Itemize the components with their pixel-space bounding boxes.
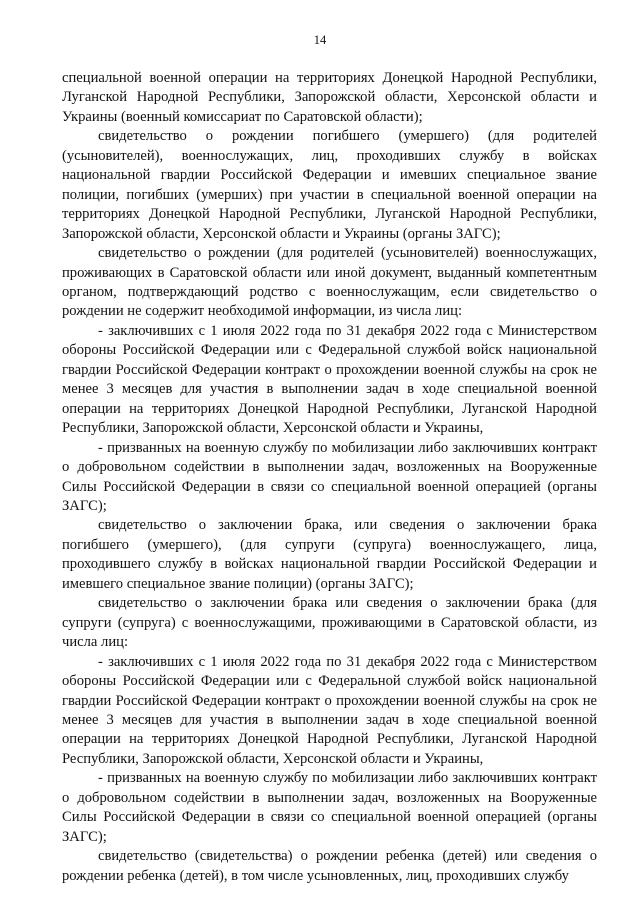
page-number: 14 [313,33,327,47]
paragraph-child-birth-certificate: свидетельство (свидетельства) о рождении ребенка (детей) или сведения о рождении ребенка (детей), в том числе усыновленных, лиц, проходивших службу [62,848,597,884]
paragraph-marriage-certificate-deceased: свидетельство о заключении брака, или сведения о заключении брака погибшего (умершего), (для супруги (супруга) военнослужащего, лица, проходившего службу в войсках национальной гвардии Российской Федерации и имевшего специальное звание полиции) (органы ЗАГС); [62,517,597,592]
list-item-contract-2: - заключивших с 1 июля 2022 года по 31 декабря 2022 года с Министерством обороны Российской Федерации или с Федеральной службой войск национальной гвардии Российской Федерации контракт о прохождении военной службы на срок не менее 3 месяцев для участия в выполнении задач в ходе специальной военной операции на территориях Донецкой Народной Республики, Луганской Народной Республики, Запорожской области, Херсонской области и Украины, [62,653,597,767]
paragraph-birth-certificate-deceased: свидетельство о рождении погибшего (умершего) (для родителей (усыновителей), военнослужащих, лиц, проходивших службу в войсках национальной гвардии Российской Федерации и имевших специальное звание полиции, погибших (умерших) при участии в специальной военной операции на территориях Донецкой Народной Республики, Луганской Народной Республики, Запорожской области, Херсонской области и Украины (органы ЗАГС); [62,128,597,242]
list-item-contract: - заключивших с 1 июля 2022 года по 31 декабря 2022 года с Министерством обороны Российской Федерации или с Федеральной службой войск национальной гвардии Российской Федерации контракт о прохождении военной службы на срок не менее 3 месяцев для участия в выполнении задач в ходе специальной военной операции на территориях Донецкой Народной Республики, Луганской Народной Республики, Запорожской области, Херсонской области и Украины, [62,322,597,437]
list-item-mobilized-2: - призванных на военную службу по мобилизации либо заключивших контракт о добровольном содействии в выполнении задач, возложенных на Вооруженные Силы Российской Федерации в связи со специальной военной операцией (органы ЗАГС); [62,770,597,845]
paragraph-marriage-certificate-spouse: свидетельство о заключении брака или сведения о заключении брака (для супруги (супруга) с военнослужащими, проживающими в Саратовской области, из числа лиц: [62,595,597,651]
paragraph-birth-certificate-parents: свидетельство о рождении (для родителей (усыновителей) военнослужащих, проживающих в Саратовской области или иной документ, выданный компетентным органом, подтверждающий родство с военнослужащим, если свидетельство о рождении не содержит необходимой информации, из числа лиц: [62,245,597,320]
list-item-mobilized: - призванных на военную службу по мобилизации либо заключивших контракт о добровольном содействии в выполнении задач, возложенных на Вооруженные Силы Российской Федерации в связи со специальной военной операцией (органы ЗАГС); [62,439,597,514]
page-body [62,69,597,886]
paragraph-continuation: специальной военной операции на территориях Донецкой Народной Республики, Луганской Народной Республики, Запорожской области, Херсонской области и Украины (военный комиссариат по Саратовской области); [62,70,597,125]
